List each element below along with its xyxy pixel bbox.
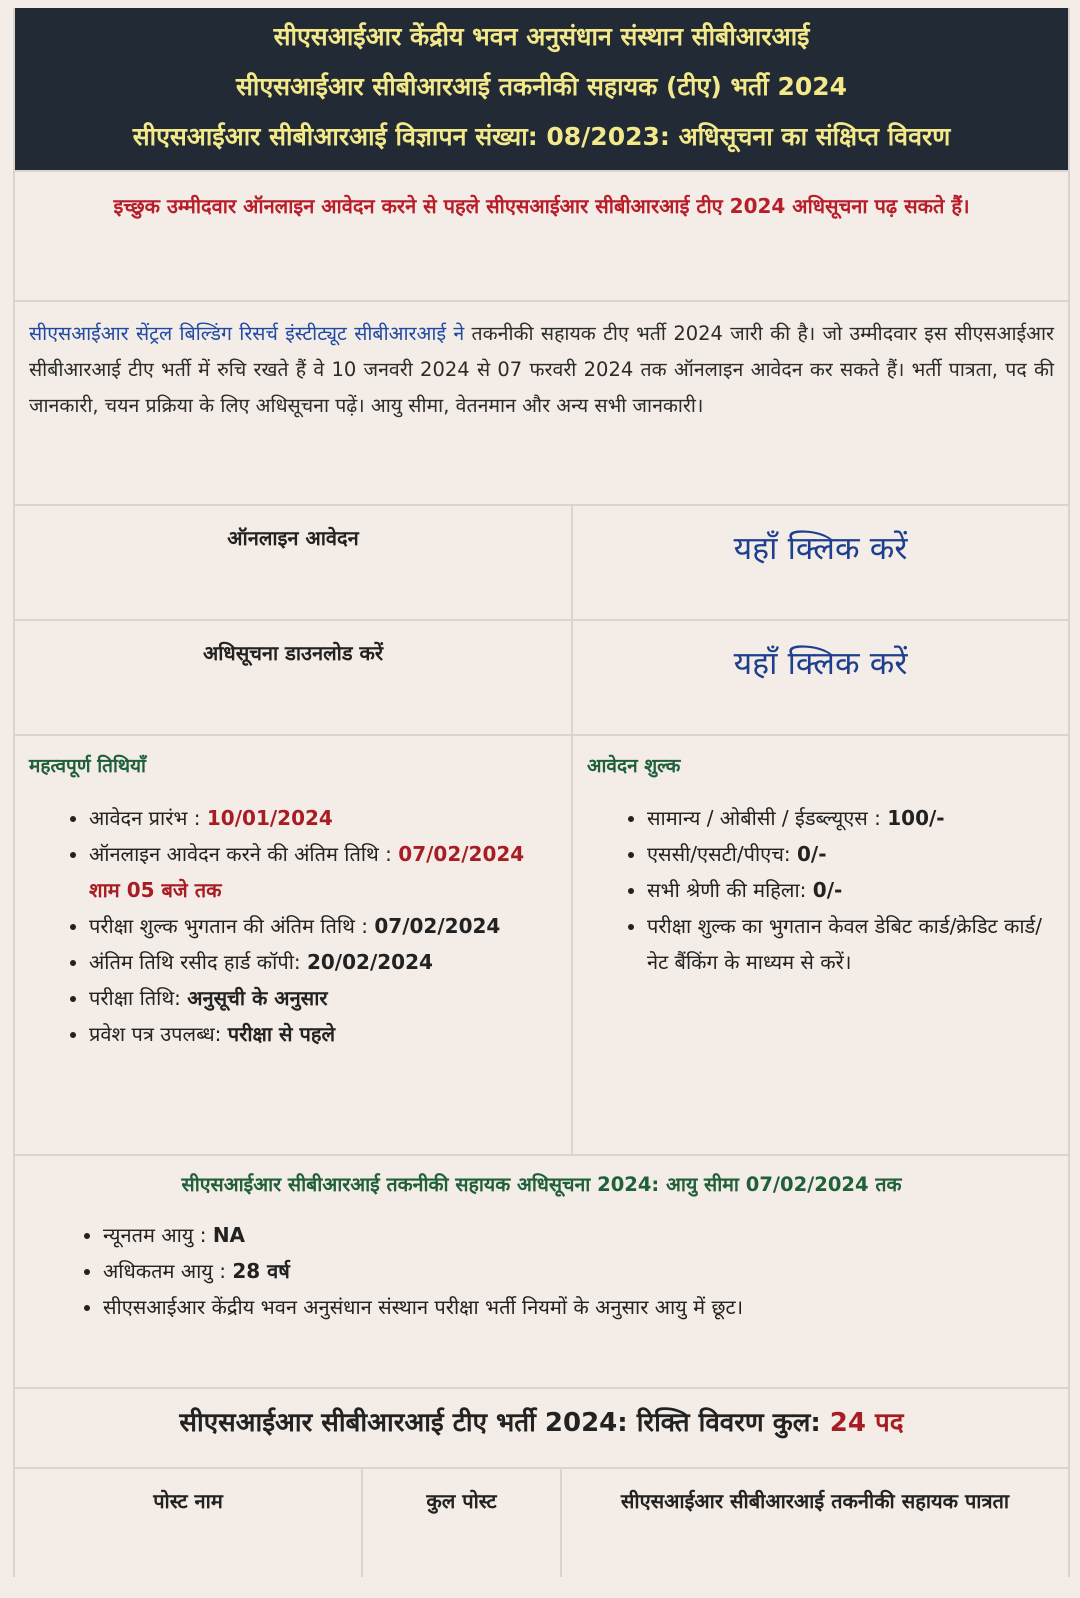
column-header-post-name: पोस्ट नाम (15, 1469, 363, 1577)
vacancy-title: सीएसआईआर सीबीआरआई टीए भर्ती 2024: रिक्ति विवरण कुल: (179, 1408, 830, 1438)
vacancy-table-header (15, 1467, 1068, 1577)
intro-institute-link[interactable]: सीएसआईआर सेंट्रल बिल्डिंग रिसर्च इंस्टीट्यूट सीबीआरआई ने (29, 322, 465, 345)
intro-paragraph (15, 300, 1068, 504)
notification-download-row (15, 619, 1068, 734)
apply-online-row (15, 504, 1068, 619)
list-item: • परीक्षा शुल्क का भुगतान केवल डेबिट कार्ड/क्रेडिट कार्ड/नेट बैंकिंग के माध्यम से करें। (647, 908, 1054, 980)
application-fee-section (573, 736, 1068, 1154)
list-item: • परीक्षा शुल्क भुगतान की अंतिम तिथि : 07/02/2024 (89, 908, 557, 944)
age-limit-list (29, 1217, 1054, 1325)
important-dates-section (15, 736, 573, 1154)
application-fee-list (587, 800, 1054, 980)
list-item: • आवेदन प्रारंभ : 10/01/2024 (89, 800, 557, 836)
intro-body: तकनीकी सहायक टीए भर्ती 2024 जारी की है। जो उम्मीदवार इस सीएसआईआर सीबीआरआई टीए भर्ती में रुचि रखते हैं वे 10 जनवरी 2024 से 07 फरवरी 2024 तक ऑनलाइन आवेदन कर सकते हैं। भर्ती पात्रता, पद की जानकारी, चयन प्रक्रिया के लिए अधिसूचना पढ़ें। आयु सीमा, वेतनमान और अन्य सभी जानकारी। (29, 322, 1054, 417)
list-item: • प्रवेश पत्र उपलब्ध: परीक्षा से पहले (89, 1016, 557, 1052)
important-dates-heading: महत्वपूर्ण तिथियाँ (29, 755, 146, 777)
dates-fees-row (15, 734, 1068, 1154)
vacancy-total: 24 पद (829, 1408, 904, 1438)
age-limit-section (15, 1154, 1068, 1387)
vacancy-heading (15, 1387, 1068, 1467)
notice-text: इच्छुक उम्मीदवार ऑनलाइन आवेदन करने से पहले सीएसआईआर सीबीआरआई टीए 2024 अधिसूचना पढ़ सकते हैं। (15, 170, 1068, 300)
list-item: • सभी श्रेणी की महिला: 0/- (647, 872, 1054, 908)
important-dates-list (29, 800, 557, 1052)
apply-online-label: ऑनलाइन आवेदन (15, 506, 573, 619)
notification-download-label: अधिसूचना डाउनलोड करें (15, 621, 573, 734)
list-item: • सीएसआईआर केंद्रीय भवन अनुसंधान संस्थान परीक्षा भर्ती नियमों के अनुसार आयु में छूट। (103, 1289, 1054, 1325)
header-title-line3: सीएसआईआर सीबीआरआई विज्ञापन संख्या: 08/2023: अधिसूचना का संक्षिप्त विवरण (132, 122, 951, 151)
list-item: • ऑनलाइन आवेदन करने की अंतिम तिथि : 07/02/2024 शाम 05 बजे तक (89, 836, 557, 908)
age-limit-heading: सीएसआईआर सीबीआरआई तकनीकी सहायक अधिसूचना 2024: आयु सीमा 07/02/2024 तक (181, 1173, 902, 1196)
list-item: • अधिकतम आयु : 28 वर्ष (103, 1253, 1054, 1289)
page-container (13, 8, 1070, 1577)
column-header-total-posts: कुल पोस्ट (363, 1469, 562, 1577)
list-item: • न्यूनतम आयु : NA (103, 1217, 1054, 1253)
list-item: • सामान्य / ओबीसी / ईडब्ल्यूएस : 100/- (647, 800, 1054, 836)
header-title-line2: सीएसआईआर सीबीआरआई तकनीकी सहायक (टीए) भर्ती 2024 (235, 72, 848, 101)
page-header (15, 8, 1068, 170)
application-fee-heading: आवेदन शुल्क (587, 755, 681, 777)
notification-download-link[interactable]: यहाँ क्लिक करें (733, 644, 908, 682)
list-item: • एससी/एसटी/पीएच: 0/- (647, 836, 1054, 872)
list-item: • परीक्षा तिथि: अनुसूची के अनुसार (89, 980, 557, 1016)
header-title-line1: सीएसआईआर केंद्रीय भवन अनुसंधान संस्थान सीबीआरआई (273, 22, 810, 51)
list-item: • अंतिम तिथि रसीद हार्ड कॉपी: 20/02/2024 (89, 944, 557, 980)
column-header-eligibility: सीएसआईआर सीबीआरआई तकनीकी सहायक पात्रता (620, 1489, 1010, 1513)
apply-online-link[interactable]: यहाँ क्लिक करें (733, 529, 908, 567)
